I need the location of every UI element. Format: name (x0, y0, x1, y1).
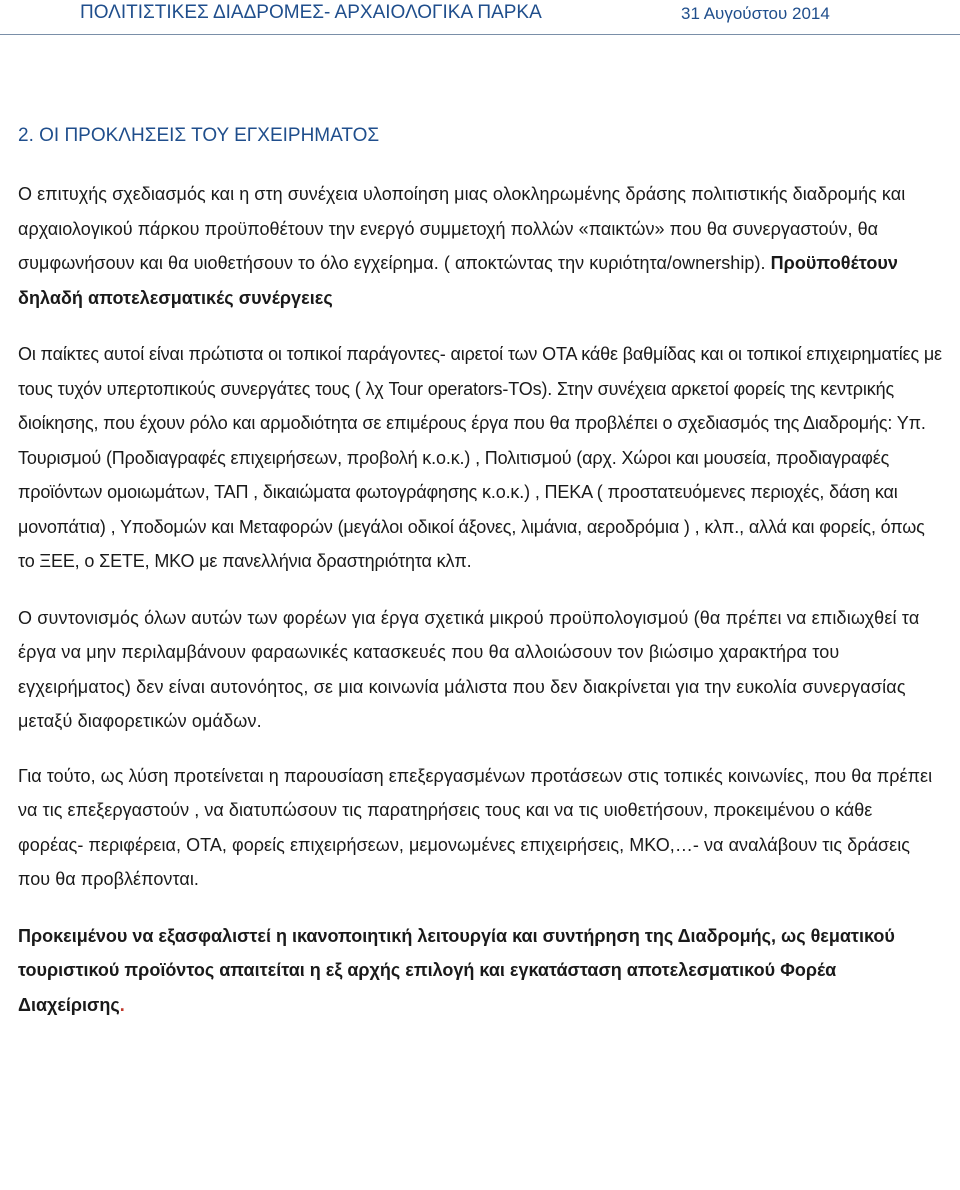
conclusion-text: Προκειμένου να εξασφαλιστεί η ικανοποιητική λειτουργία και συντήρηση της Διαδρομής, ως θεματικού τουριστικού προϊόντος απαιτείται η εξ αρχής επιλογή και εγκατάσταση αποτελεσματικού Φορέα Διαχείρισης (18, 925, 895, 1015)
document-date: 31 Αυγούστου 2014 (681, 4, 830, 23)
page-content (18, 117, 942, 1044)
paragraph-challenges-intro (18, 177, 942, 315)
page-header (0, 0, 960, 35)
document-title: ΠΟΛΙΤΙΣΤΙΚΕΣ ΔΙΑΔΡΟΜΕΣ- ΑΡΧΑΙΟΛΟΓΙΚΑ ΠΑΡΚΑ (80, 2, 542, 23)
paragraph-emphasis: Προϋποθέτουν δηλαδή αποτελεσματικές συνέργειες (18, 253, 898, 308)
paragraph-stakeholders: Οι παίκτες αυτοί είναι πρώτιστα οι τοπικοί παράγοντες- αιρετοί των ΟΤΑ κάθε βαθμίδας και οι τοπικοί επιχειρηματίες με τους τυχόν υπερτοπικούς συνεργάτες τους ( λχ Tour operators-TOs). Στην συνέχεια αρκετοί φορείς της κεντρικής διοίκησης, που έχουν ρόλο και αρμοδιότητα σε επιμέρους έργα που θα προβλέπει ο σχεδιασμός της Διαδρομής: Υπ. Τουρισμού (Προδιαγραφές επιχειρήσεων, προβολή κ.ο.κ.) , Πολιτισμού (αρχ. Χώροι και μουσεία, προδιαγραφές προϊόντων ομοιωμάτων, ΤΑΠ , δικαιώματα φωτογράφησης κ.ο.κ.) , ΠΕΚΑ ( προστατευόμενες περιοχές, δάση και μονοπάτια) , Υποδομών και Μεταφορών (μεγάλοι οδικοί άξονες, λιμάνια, αεροδρόμια ) , κλπ., αλλά και φορείς, όπως το ΞΕΕ, ο ΣΕΤΕ, ΜΚΟ με πανελλήνια δραστηριότητα κλπ. (18, 344, 942, 571)
paragraph-coordination: Ο συντονισμός όλων αυτών των φορέων για έργα σχετικά μικρού προϋπολογισμού (θα πρέπει να επιδιωχθεί τα έργα να μην περιλαμβάνουν φαραωνικές κατασκευές που θα αλλοιώσουν τον βιώσιμο χαρακτήρα του εγχειρήματος) δεν είναι αυτονόητος, σε μια κοινωνία μάλιστα που δεν διακρίνεται για την ευκολία συνεργασίας μεταξύ διαφορετικών ομάδων. (18, 607, 920, 731)
paragraph-conclusion (18, 919, 942, 1023)
section-heading: 2. ΟΙ ΠΡΟΚΛΗΣΕΙΣ ΤΟΥ ΕΓΧΕΙΡΗΜΑΤΟΣ (18, 125, 380, 146)
paragraph-text: Ο επιτυχής σχεδιασμός και η στη συνέχεια υλοποίηση μιας ολοκληρωμένης δράσης πολιτιστικής διαδρομής και αρχαιολογικού πάρκου προϋποθέτουν την ενεργό συμμετοχή πολλών «παικτών» που θα συνεργαστούν, θα συμφωνήσουν και θα υιοθετήσουν το όλο εγχείρημα. ( αποκτώντας την κυριότητα/ownership). (18, 184, 906, 273)
conclusion-period: . (119, 994, 125, 1015)
paragraph-proposal: Για τούτο, ως λύση προτείνεται η παρουσίαση επεξεργασμένων προτάσεων στις τοπικές κοινωνίες, που θα πρέπει να τις επεξεργαστούν , να διατυπώσουν τις παρατηρήσεις τους και να τις υιοθετήσουν, προκειμένου ο κάθε φορέας- περιφέρεια, ΟΤΑ, φορείς επιχειρήσεων, μεμονωμένες επιχειρήσεις, ΜΚΟ,…- να αναλάβουν τις δράσεις που θα προβλέπονται. (18, 765, 933, 889)
